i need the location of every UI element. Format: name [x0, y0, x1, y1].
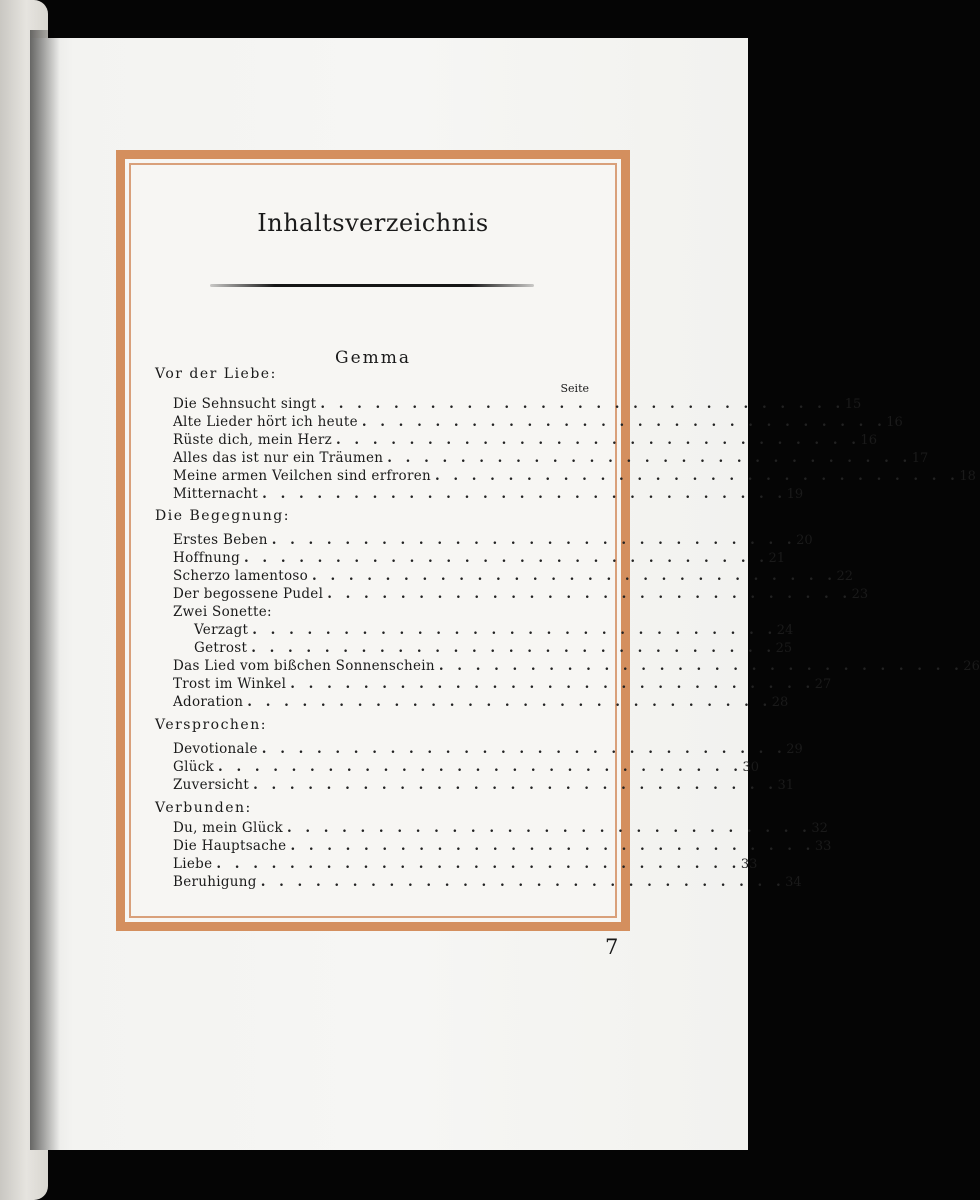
toc-entry[interactable] — [173, 586, 869, 604]
toc-entry[interactable] — [173, 856, 758, 874]
leader-dots: . . . . . . . . . . . . . . . . . . . . . . . . . . . . . — [438, 658, 964, 674]
entry-page: 33 — [814, 839, 832, 854]
toc-entry[interactable] — [173, 838, 832, 856]
entry-title: Verzagt — [194, 622, 249, 638]
toc-entry[interactable] — [173, 777, 795, 795]
entry-page: 25 — [775, 641, 793, 656]
entry-page: 24 — [776, 623, 794, 638]
toc-entry[interactable] — [173, 568, 853, 586]
toc-entry[interactable] — [173, 759, 759, 777]
decorative-frame — [116, 150, 980, 931]
entry-page: 26 — [963, 659, 980, 674]
toc-entry[interactable] — [173, 396, 862, 414]
leader-dots: . . . . . . . . . . . . . . . . . . . . . . . . . . . . . — [216, 856, 741, 872]
entry-title: Beruhigung — [173, 874, 257, 890]
entry-title: Der begossene Pudel — [173, 586, 324, 602]
leader-dots: . . . . . . . . . . . . . . . . . . . . . . . . . . . . . — [247, 694, 772, 710]
toc-entry[interactable] — [173, 820, 828, 838]
toc-entry[interactable] — [173, 450, 929, 468]
entry-page: 19 — [786, 487, 804, 502]
entry-page: 23 — [851, 587, 869, 602]
entry-title: Mitternacht — [173, 486, 259, 502]
toc-entry[interactable] — [173, 486, 804, 504]
leader-dots: . . . . . . . . . . . . . . . . . . . . . . . . . . . . . — [244, 550, 769, 566]
leader-dots: . . . . . . . . . . . . . . . . . . . . . . . . . . . . . — [290, 676, 815, 692]
toc-entry[interactable] — [173, 414, 903, 432]
entry-page: 29 — [786, 742, 803, 757]
entry-title: Meine armen Veilchen sind erfroren — [173, 468, 431, 484]
toc-entry[interactable] — [173, 550, 785, 568]
entry-page: 17 — [911, 451, 929, 466]
seite-label: Seite — [560, 382, 589, 395]
entry-page: 15 — [844, 397, 862, 412]
leader-dots: . . . . . . . . . . . . . . . . . . . . . . . . . . . . . — [290, 838, 815, 854]
title-rule — [210, 284, 534, 287]
toc-entry[interactable] — [194, 640, 793, 658]
leader-dots: . . . . . . . . . . . . . . . . . . . . . . . . . . . . . — [387, 450, 912, 466]
entry-title: Du, mein Glück — [173, 820, 283, 836]
leader-dots: . . . . . . . . . . . . . . . . . . . . . . . . . . . . . — [252, 622, 777, 638]
section-title: Gemma — [334, 348, 412, 368]
entry-page: 16 — [886, 415, 903, 430]
leader-dots: . . . . . . . . . . . . . . . . . . . . . . . . . . . . . — [251, 640, 776, 656]
entry-page: 32 — [811, 821, 828, 836]
leader-dots: . . . . . . . . . . . . . . . . . . . . . . . . . . . . . — [261, 741, 787, 757]
entry-title: Devotionale — [173, 741, 258, 757]
entry-title: Adoration — [173, 694, 244, 710]
entry-page: 34 — [785, 875, 802, 890]
leader-dots: . . . . . . . . . . . . . . . . . . . . . . . . . . . . . — [260, 874, 786, 890]
toc-entry[interactable] — [173, 658, 980, 676]
toc-entry[interactable] — [173, 432, 877, 450]
leader-dots: . . . . . . . . . . . . . . . . . . . . . . . . . . . . . — [320, 396, 845, 412]
leader-dots: . . . . . . . . . . . . . . . . . . . . . . . . . . . . . — [253, 777, 778, 793]
entry-page: 18 — [959, 469, 976, 484]
entry-title: Liebe — [173, 856, 213, 872]
entry-page: 27 — [814, 677, 832, 692]
entry-title: Die Sehnsucht singt — [173, 396, 317, 412]
entry-page: 22 — [836, 569, 853, 584]
entry-title: Alles das ist nur ein Träumen — [173, 450, 384, 466]
group-heading: Verbunden: — [155, 800, 252, 816]
entry-page: 30 — [742, 760, 759, 775]
entry-page: 21 — [768, 551, 785, 566]
toc-entry[interactable] — [173, 694, 789, 712]
toc-entry[interactable] — [173, 468, 976, 486]
toc-entry[interactable] — [173, 874, 802, 892]
entry-page: 31 — [777, 778, 795, 793]
spine-shadow — [30, 30, 60, 1150]
entry-title: Zuversicht — [173, 777, 250, 793]
leader-dots: . . . . . . . . . . . . . . . . . . . . . . . . . . . . . — [336, 432, 861, 448]
page-title: Inhaltsverzeichnis — [257, 209, 489, 237]
leader-dots: . . . . . . . . . . . . . . . . . . . . . . . . . . . . . — [271, 532, 797, 548]
entry-title: Alte Lieder hört ich heute — [173, 414, 358, 430]
group-heading: Vor der Liebe: — [155, 366, 277, 382]
leader-dots: . . . . . . . . . . . . . . . . . . . . . . . . . . . . . — [286, 820, 812, 836]
entry-title: Die Hauptsache — [173, 838, 287, 854]
toc-entry[interactable] — [173, 532, 813, 550]
entry-title: Scherzo lamentoso — [173, 568, 309, 584]
entry-title: Das Lied vom bißchen Sonnenschein — [173, 658, 435, 674]
entry-title: Zwei Sonette: — [173, 604, 272, 620]
leader-dots: . . . . . . . . . . . . . . . . . . . . . . . . . . . . . — [218, 759, 743, 775]
leader-dots: . . . . . . . . . . . . . . . . . . . . . . . . . . . . . — [312, 568, 837, 584]
entry-title: Trost im Winkel — [173, 676, 287, 692]
entry-title: Getrost — [194, 640, 248, 656]
entry-title: Glück — [173, 759, 215, 775]
entry-page: 33 — [740, 857, 758, 872]
entry-title: Rüste dich, mein Herz — [173, 432, 333, 448]
page-number: 7 — [605, 935, 619, 959]
toc-entry[interactable] — [173, 741, 803, 759]
entry-title: Hoffnung — [173, 550, 241, 566]
entry-page: 28 — [771, 695, 789, 710]
toc-entry[interactable] — [194, 622, 794, 640]
group-heading: Die Begegnung: — [155, 508, 290, 524]
toc-entry[interactable] — [173, 676, 832, 694]
leader-dots: . . . . . . . . . . . . . . . . . . . . . . . . . . . . . — [434, 468, 960, 484]
leader-dots: . . . . . . . . . . . . . . . . . . . . . . . . . . . . . — [327, 586, 852, 602]
leader-dots: . . . . . . . . . . . . . . . . . . . . . . . . . . . . . — [262, 486, 787, 502]
entry-page: 16 — [860, 433, 877, 448]
entry-title: Erstes Beben — [173, 532, 268, 548]
entry-page: 20 — [796, 533, 813, 548]
leader-dots: . . . . . . . . . . . . . . . . . . . . . . . . . . . . . — [361, 414, 887, 430]
toc-subheading — [173, 604, 591, 622]
group-heading: Versprochen: — [155, 717, 267, 733]
